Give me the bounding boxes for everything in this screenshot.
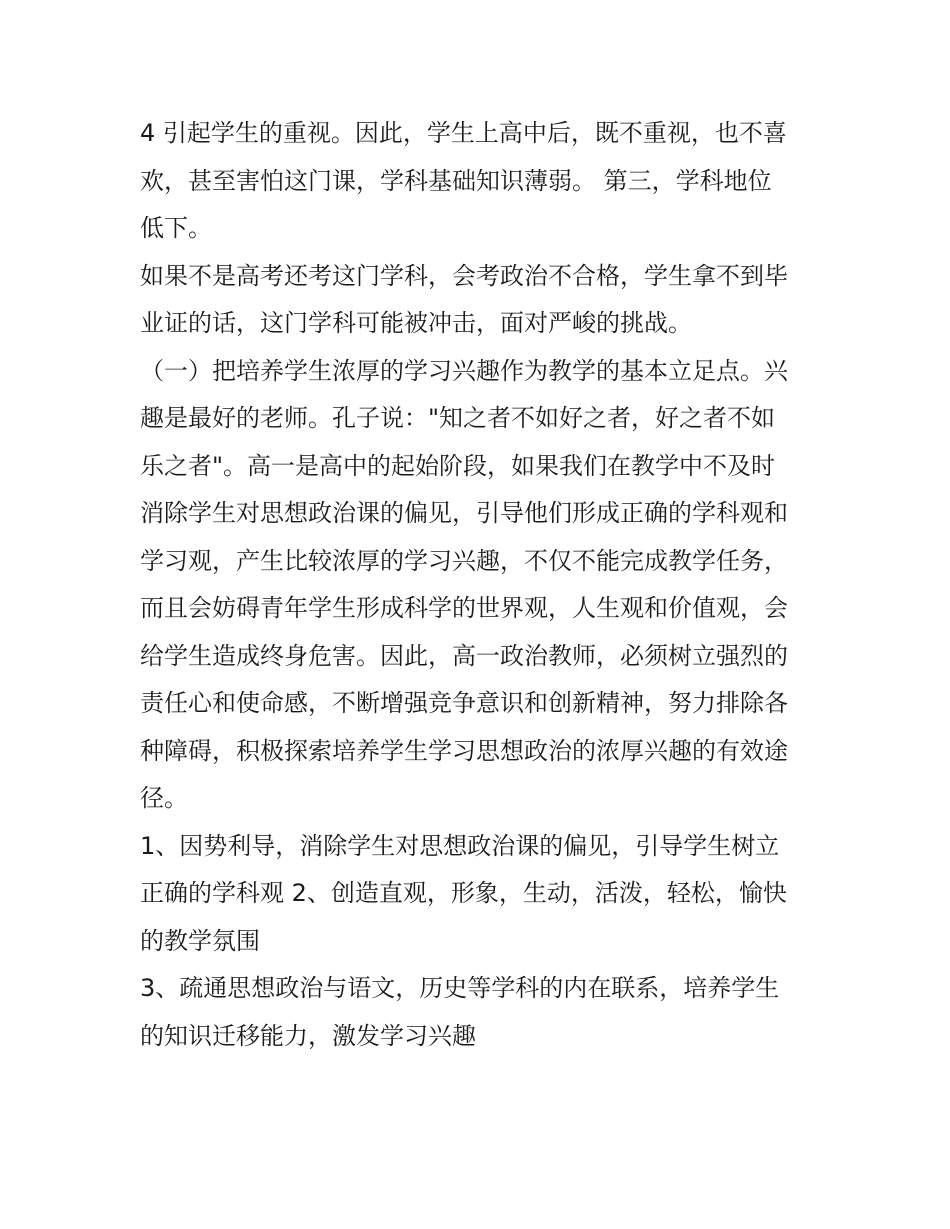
text-line: 给学生造成终身危害。因此，高一政治教师，必须树立强烈的 <box>140 641 788 670</box>
paragraph-1 <box>140 110 820 253</box>
paragraph-2 <box>140 253 820 348</box>
text-line: 而且会妨碍青年学生形成科学的世界观，人生观和价值观，会 <box>140 594 788 622</box>
text-line: 1、因势利导，消除学生对思想政治课的偏见，引导学生树立 <box>140 831 780 860</box>
paragraph-5 <box>140 965 820 1060</box>
text-line: 正确的学科观 2、创造直观，形象，生动，活泼，轻松，愉快 <box>140 879 787 907</box>
paragraph-3 <box>140 348 820 823</box>
text-line: 如果不是高考还考这门学科，会考政治不合格，学生拿不到毕 <box>140 261 788 290</box>
text-line: 业证的话，这门学科可能被冲击，面对严峻的挑战。 <box>140 309 692 337</box>
text-line: 趣是最好的老师。孔子说："知之者不如好之者，好之者不如 <box>140 404 776 432</box>
text-line: 的知识迁移能力，激发学习兴趣 <box>140 1021 476 1050</box>
text-line: 3、疏通思想政治与语文，历史等学科的内在联系，培养学生 <box>140 974 780 1002</box>
text-line: 乐之者"。高一是高中的起始阶段，如果我们在教学中不及时 <box>140 451 776 480</box>
text-line: 消除学生对思想政治课的偏见，引导他们形成正确的学科观和 <box>140 499 788 527</box>
text-line: 4 引起学生的重视。因此，学生上高中后，既不重视，也不喜 <box>140 119 787 147</box>
text-line: 径。 <box>140 784 188 812</box>
text-line: 的教学氛围 <box>140 926 260 955</box>
document-body <box>140 110 820 1060</box>
text-line: 学习观，产生比较浓厚的学习兴趣，不仅不能完成教学任务， <box>140 546 788 575</box>
text-line: 欢，甚至害怕这门课，学科基础知识薄弱。 第三，学科地位 <box>140 166 772 195</box>
text-line: 责任心和使命感，不断增强竞争意识和创新精神，努力排除各 <box>140 689 788 717</box>
text-line: （一）把培养学生浓厚的学习兴趣作为教学的基本立足点。兴 <box>140 356 788 385</box>
text-line: 种障碍，积极探索培养学生学习思想政治的浓厚兴趣的有效途 <box>140 736 788 765</box>
paragraph-4 <box>140 823 820 966</box>
text-line: 低下。 <box>140 214 212 242</box>
